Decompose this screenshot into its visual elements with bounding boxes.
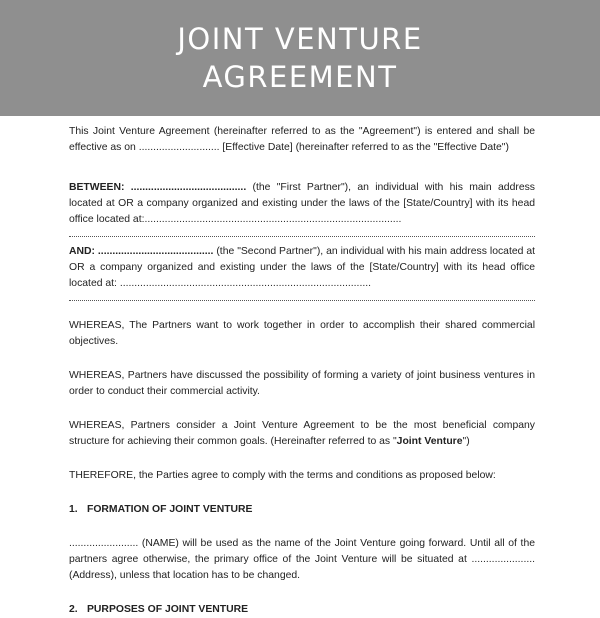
first-partner-name-blank: ........................................	[124, 182, 247, 193]
first-partner-address-line	[69, 221, 535, 237]
second-partner-text: (the "Second Partner"), an individual with his main address located at OR a company organized and existing under the laws of the [State/Country] with its head office located at: .......................................................................................	[69, 246, 535, 289]
section-1-heading	[69, 502, 535, 518]
whereas-paragraph-2: WHEREAS, Partners have discussed the possibility of forming a variety of joint business ventures in order to conduct their commercial activity.	[69, 370, 535, 397]
section-1-number: 1.	[69, 504, 78, 515]
therefore-paragraph: THEREFORE, the Parties agree to comply with the terms and conditions as proposed below:	[69, 470, 496, 481]
whereas-3-text: WHEREAS, Partners consider a Joint Venture Agreement to be the most beneficial company structure for achieving their common goals. (Hereinafter referred to as "	[69, 420, 535, 447]
document-page	[0, 116, 600, 615]
section-1-body: ........................ (NAME) will be used as the name of the Joint Venture going forward. Until all of the partners agree otherwise, the primary office of the Joint Venture will be situated at ......................(Address), unless that location has to be changed.	[69, 538, 535, 581]
whereas-paragraph-1: WHEREAS, The Partners want to work together in order to accomplish their shared commercial objectives.	[69, 320, 535, 347]
title-banner	[0, 0, 600, 116]
whereas-3-close: ")	[462, 436, 470, 447]
banner-title-line-1: JOINT VENTURE	[177, 22, 423, 56]
and-label: AND:	[69, 246, 95, 257]
intro-paragraph: This Joint Venture Agreement (hereinafter referred to as the "Agreement") is entered and shall be effective as on ............................ [Effective Date] (hereinafter referred to as the "Effective Date")	[69, 126, 535, 153]
first-partner-text: (the "First Partner"), an individual with his main address located at OR a company organized and existing under the laws of the [State/Country] with its head office located at:.........................................................................................	[69, 182, 535, 225]
between-label: BETWEEN:	[69, 182, 125, 193]
joint-venture-term: Joint Venture	[396, 436, 463, 447]
section-2-title: PURPOSES OF JOINT VENTURE	[87, 604, 249, 615]
second-partner-address-line	[69, 285, 535, 301]
whereas-paragraph-3	[69, 418, 535, 450]
second-partner-name-blank: ........................................	[94, 246, 214, 257]
section-1-title: FORMATION OF JOINT VENTURE	[87, 504, 253, 515]
section-2-heading	[69, 602, 535, 618]
document-body	[69, 124, 535, 618]
section-2-number: 2.	[69, 604, 78, 615]
banner-title-line-2: AGREEMENT	[202, 60, 398, 94]
